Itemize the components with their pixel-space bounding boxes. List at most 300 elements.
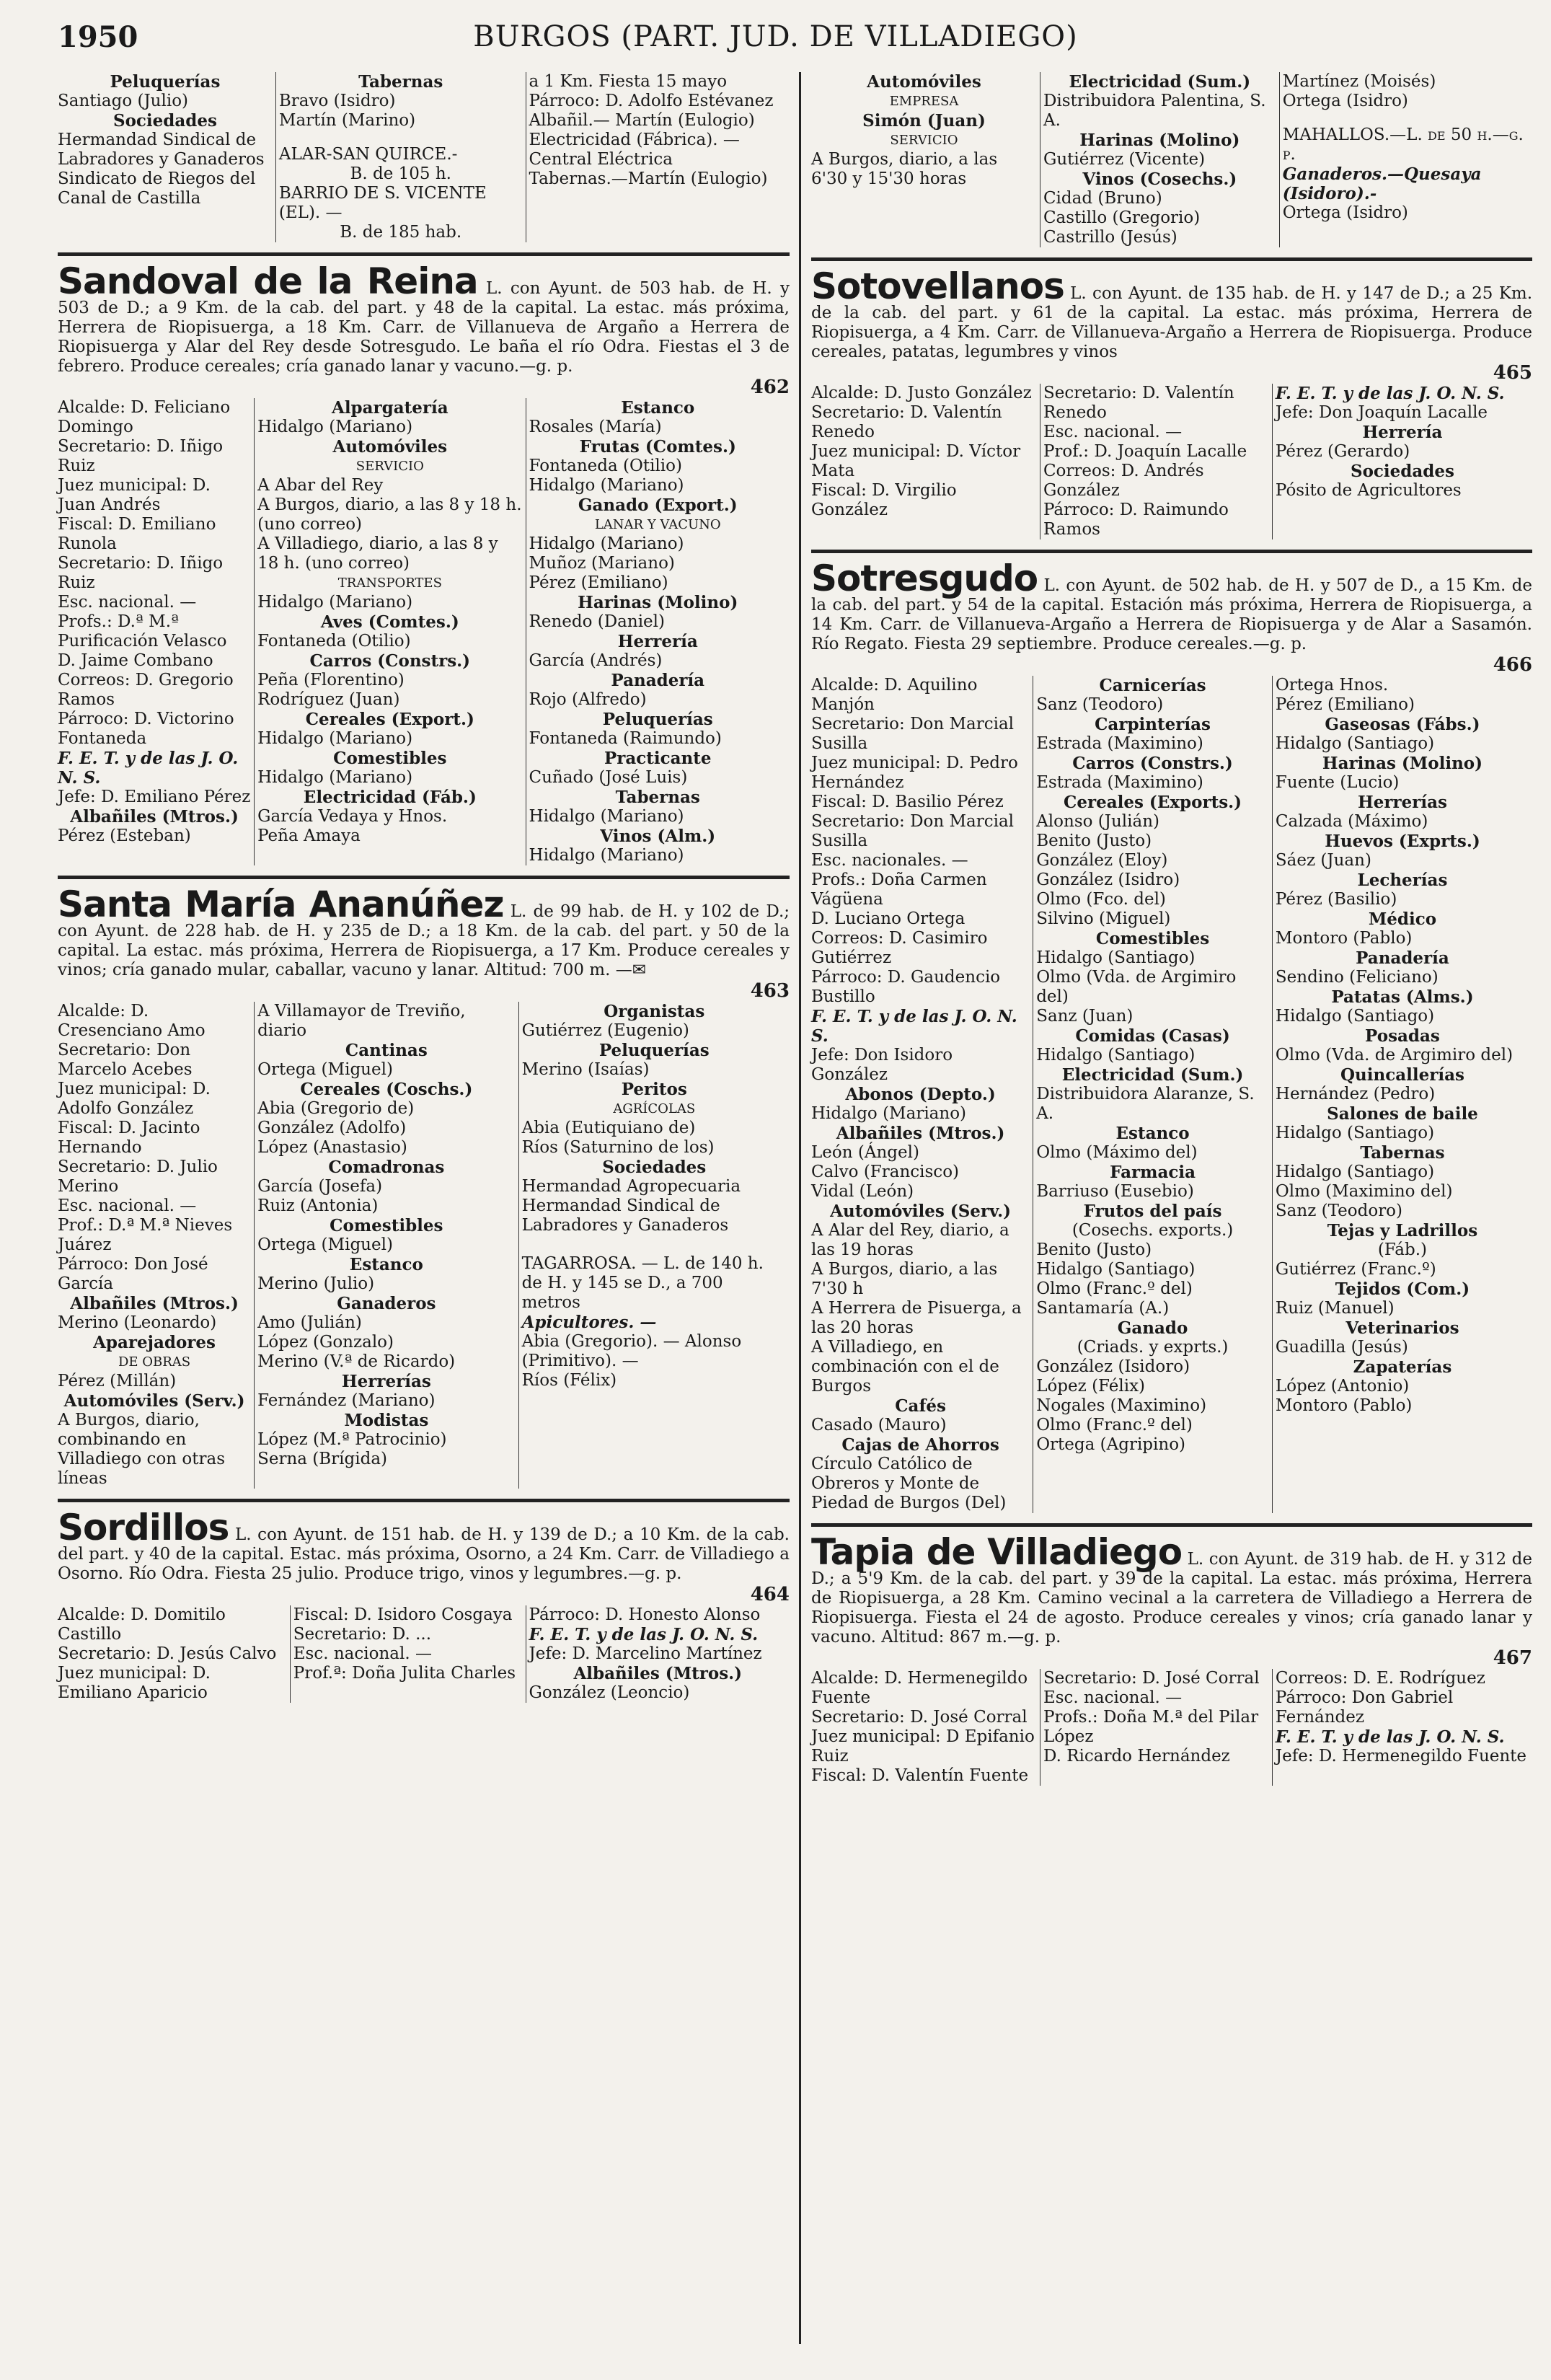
entry-heading: Carpinterías xyxy=(1095,715,1211,734)
listing-col-1 xyxy=(58,398,254,865)
entry-heading: Panadería xyxy=(611,671,705,690)
entry-number: 465 xyxy=(1493,362,1532,384)
entry-number: 467 xyxy=(1493,1647,1532,1669)
entry-line: Fiscal: D. Basilio Pérez xyxy=(811,793,1004,811)
entry-line: Fiscal: D. Emiliano Runola xyxy=(58,515,216,553)
entry-line: Castillo (Gregorio) xyxy=(1043,208,1201,227)
entry-line: A Villadiego, diario, a las 8 y 18 h. (uno correo) xyxy=(257,534,498,573)
entry-line: Hidalgo (Mariano) xyxy=(529,807,684,826)
entry-line: Calvo (Francisco) xyxy=(811,1163,960,1181)
entry-line: Pérez (Emiliano) xyxy=(529,573,668,592)
entry-line: Hidalgo (Mariano) xyxy=(257,768,413,787)
entry-line: Fernández (Mariano) xyxy=(257,1391,436,1410)
entry-heading: Ganado xyxy=(1117,1318,1188,1338)
town-description: L. con Ayunt. de 503 hab. de H. y 503 de D.; a 9 Km. de la cab. del part. y 48 de la capital. La estac. más próxima, Herrera de Riopisuerga, a 18 Km. Carr. de Villanueva de Argaño a Herrera de Riopisuerga y Alar del Rey desde Sotresgudo. Le baña el río Odra. Fiestas el 3 de febrero. Produce cereales; cría ganado lanar y vacuno.—g. p. xyxy=(58,279,790,376)
entry-heading: Ganaderos xyxy=(337,1294,436,1313)
town-listing xyxy=(58,1002,790,1489)
town-entry-tapia xyxy=(811,1531,1533,1786)
entry-line: TRANSPORTES xyxy=(337,576,442,591)
entry-line: Pérez (Esteban) xyxy=(58,827,191,845)
entry-heading: Albañiles (Mtros.) xyxy=(836,1124,1005,1143)
entry-line: Pérez (Basilio) xyxy=(1275,890,1397,909)
entry-line: Abia (Gregorio de) xyxy=(257,1099,415,1118)
page-year: 1950 xyxy=(58,20,138,54)
entry-line: Benito (Justo) xyxy=(1036,1240,1152,1259)
entry-line: Prof.: D. Joaquín Lacalle xyxy=(1043,442,1247,461)
town-listing xyxy=(811,384,1532,539)
entry-line: Ruiz (Antonia) xyxy=(257,1196,379,1215)
entry-line: Ortega Hnos. xyxy=(1275,676,1389,695)
entry-line: Hidalgo (Mariano) xyxy=(257,593,413,612)
entry-line: Benito (Justo) xyxy=(1036,832,1152,850)
entry-line: Párroco: D. Gaudencio Bustillo xyxy=(811,968,1001,1006)
town-entry-sotresgudo xyxy=(811,557,1533,1513)
entry-line: Secretario: D. Julio Merino xyxy=(58,1158,218,1196)
listing-col-3 xyxy=(1272,1669,1532,1786)
entry-heading: Ganado (Export.) xyxy=(578,495,738,515)
entry-line: Secretario: D. Jesús Calvo xyxy=(58,1644,277,1663)
entry-line: Jefe: Don Isidoro González xyxy=(811,1046,953,1084)
entry-line: Párroco: Don Gabriel Fernández xyxy=(1275,1688,1454,1727)
entry-line: Secretario: Don Marcial Susilla xyxy=(811,715,1015,753)
entry-line: Tabernas.—Martín (Eulogio) xyxy=(529,169,768,188)
entry-line: F. E. T. y de las J. O. N. S. xyxy=(58,749,239,788)
entry-line: ALAR-SAN QUIRCE.- xyxy=(278,145,458,164)
listing-col-1 xyxy=(811,1669,1040,1786)
entry-heading: Tabernas xyxy=(615,788,700,807)
entry-line: Fiscal: D. Virgilio González xyxy=(811,481,957,519)
entry-line: Sanz (Teodoro) xyxy=(1036,695,1164,714)
entry-heading: Aparejadores xyxy=(93,1333,216,1352)
entry-heading: Salones de baile xyxy=(1327,1104,1478,1124)
entry-heading: Herrerías xyxy=(1357,793,1447,812)
entry-number: 466 xyxy=(1493,654,1532,676)
entry-line: Ganaderos.—Quesaya (Isidoro).- xyxy=(1282,164,1482,203)
town-listing xyxy=(811,676,1532,1513)
entry-line: A Burgos, diario, combinando en Villadiego con otras líneas xyxy=(58,1411,226,1488)
entry-line: Apicultores. — xyxy=(521,1313,657,1332)
entry-line: LANAR Y VACUNO xyxy=(594,517,721,532)
entry-line: Pérez (Emiliano) xyxy=(1275,695,1415,714)
entry-line: (Fáb.) xyxy=(1377,1240,1427,1259)
entry-line: Sindicato de Riegos del Canal de Castilla xyxy=(58,169,256,208)
entry-line: Correos: D. Casimiro Gutiérrez xyxy=(811,929,988,967)
entry-line: Distribuidora Alaranze, S. A. xyxy=(1036,1085,1255,1123)
entry-line: Profs.: Doña Carmen Vágüena xyxy=(811,871,987,909)
top-right-continuation xyxy=(811,72,1532,247)
entry-line: a 1 Km. Fiesta 15 mayo xyxy=(529,72,728,91)
entry-line: Hermandad Sindical de Labradores y Ganaderos xyxy=(58,131,265,169)
entry-line: Merino (V.ª de Ricardo) xyxy=(257,1352,456,1371)
entry-heading: Automóviles xyxy=(332,437,448,457)
entry-line: Correos: D. E. Rodríguez xyxy=(1275,1669,1485,1688)
entry-heading: Peritos xyxy=(621,1080,687,1099)
entry-heading: Harinas (Molino) xyxy=(578,593,738,612)
entry-line: Olmo (Máximo del) xyxy=(1036,1143,1198,1162)
listing-col-2 xyxy=(290,1605,526,1703)
column-divider xyxy=(799,72,801,2344)
entry-heading: Peluquerías xyxy=(602,710,713,729)
entry-line: SERVICIO xyxy=(355,459,424,474)
town-name: Sandoval de la Reina xyxy=(58,260,478,302)
entry-line: Distribuidora Palentina, S. A. xyxy=(1043,92,1266,130)
section-rule xyxy=(811,1523,1532,1527)
entry-line: Esc. nacionales. — xyxy=(811,851,968,870)
entry-line: Alcalde: D. Aquilino Manjón xyxy=(811,676,978,714)
entry-line: Martín (Marino) xyxy=(278,111,416,130)
entry-line: Fiscal: D. Isidoro Cosgaya xyxy=(293,1605,513,1624)
entry-heading: Huevos (Exprts.) xyxy=(1325,832,1480,851)
entry-line: A Burgos, diario, a las 6'30 y 15'30 horas xyxy=(811,150,998,188)
entry-heading: Abonos (Depto.) xyxy=(845,1085,996,1104)
entry-line: Juez municipal: D. Pedro Hernández xyxy=(811,754,1018,792)
town-name: Sotresgudo xyxy=(811,557,1038,599)
entry-line: Alcalde: D. Domitilo Castillo xyxy=(58,1605,226,1644)
entry-line: F. E. T. y de las J. O. N. S. xyxy=(1275,1727,1505,1747)
entry-heading: Quincallerías xyxy=(1340,1065,1464,1085)
entry-line: Hermandad Agropecuaria xyxy=(521,1177,741,1196)
entry-line: Correos: D. Gregorio Ramos xyxy=(58,671,234,709)
entry-line: López (Gonzalo) xyxy=(257,1333,394,1352)
entry-line: Ortega (Isidro) xyxy=(1282,203,1408,222)
entry-heading: Comestibles xyxy=(1095,929,1210,948)
entry-line: Prof.: D.ª M.ª Nieves Juárez xyxy=(58,1216,233,1254)
entry-line: García (Josefa) xyxy=(257,1177,383,1196)
entry-heading: Cereales (Exports.) xyxy=(1064,793,1242,812)
entry-line: Párroco: D. Raimundo Ramos xyxy=(1043,501,1229,539)
entry-line: Esc. nacional. — xyxy=(1043,1688,1183,1707)
entry-line: Hidalgo (Santiago) xyxy=(1275,1124,1435,1142)
entry-line: F. E. T. y de las J. O. N. S. xyxy=(1275,384,1505,403)
entry-line: Castrillo (Jesús) xyxy=(1043,228,1177,247)
entry-heading: Zapaterías xyxy=(1353,1357,1452,1377)
entry-line: Bravo (Isidro) xyxy=(278,92,396,110)
listing-col-2 xyxy=(1040,1669,1272,1786)
entry-line: Alcalde: D. Cresenciano Amo xyxy=(58,1002,206,1040)
entry-line: Hidalgo (Santiago) xyxy=(1036,1046,1196,1065)
entry-line: Albañil.— Martín (Eulogio) xyxy=(529,111,755,130)
entry-heading: Farmacia xyxy=(1110,1163,1196,1182)
entry-line: Hidalgo (Mariano) xyxy=(811,1104,967,1123)
listing-col-2 xyxy=(1033,676,1272,1513)
page-running-title: BURGOS (PART. JUD. DE VILLADIEGO) xyxy=(473,20,1078,53)
entry-heading: Cereales (Coschs.) xyxy=(300,1080,473,1099)
entry-heading: Veterinarios xyxy=(1345,1318,1459,1338)
listing-col-2 xyxy=(254,398,525,865)
entry-heading: Harinas (Molino) xyxy=(1079,131,1240,150)
entry-line: EMPRESA xyxy=(889,94,959,109)
entry-line: A Herrera de Pisuerga, a las 20 horas xyxy=(811,1299,1022,1337)
entry-heading: Herrería xyxy=(617,632,698,651)
top-left-col-3 xyxy=(526,72,790,242)
entry-line: Electricidad (Fábrica). — Central Eléctrica xyxy=(529,131,740,169)
entry-line: Montoro (Pablo) xyxy=(1275,1396,1413,1415)
town-description: L. de 99 hab. de H. y 102 de D.; con Ayunt. de 228 hab. de H. y 235 de D.; a 18 Km. de la cab. del part. y 50 de la capital. La estac. más próxima, Herrera de Riopisuerga, a 17 Km. Produce cereales y vinos; cría ganado mular, caballar, vacuno y lanar. Altitud: 700 m. —✉ xyxy=(58,902,790,979)
entry-line: F. E. T. y de las J. O. N. S. xyxy=(811,1007,1017,1046)
entry-heading: Comidas (Casas) xyxy=(1075,1026,1230,1046)
listing-col-3 xyxy=(1272,384,1532,539)
top-right-col-2 xyxy=(1040,72,1279,247)
entry-heading: Cantinas xyxy=(345,1041,428,1060)
town-intro xyxy=(811,557,1533,654)
entry-line: Santiago (Julio) xyxy=(58,92,189,110)
entry-line: Santamaría (A.) xyxy=(1036,1299,1170,1318)
entry-line: González (Isidro) xyxy=(1036,871,1180,889)
entry-line: SERVICIO xyxy=(890,133,958,148)
entry-heading: Tejas y Ladrillos xyxy=(1327,1221,1478,1240)
entry-heading: Cajas de Ahorros xyxy=(841,1435,999,1455)
entry-heading: Herrerías xyxy=(341,1372,431,1391)
entry-number: 464 xyxy=(750,1584,790,1605)
entry-heading: Peluquerías xyxy=(598,1041,710,1060)
entry-line: A Burgos, diario, a las 8 y 18 h. (uno correo) xyxy=(257,495,522,534)
town-entry-sordillos xyxy=(58,1507,790,1703)
entry-line: Pérez (Millán) xyxy=(58,1372,177,1390)
town-entry-santa-maria xyxy=(58,883,790,1489)
right-column xyxy=(811,72,1532,1786)
entry-line: B. de 105 h. xyxy=(350,164,451,183)
entry-heading: Automóviles xyxy=(867,72,981,92)
entry-line: Merino (Julio) xyxy=(257,1274,375,1293)
entry-line: A Villadiego, en combinación con el de Burgos xyxy=(811,1338,999,1396)
entry-line: Círculo Católico de Obreros y Monte de Piedad de Burgos (Del) xyxy=(811,1455,1007,1512)
listing-col-3 xyxy=(518,1002,790,1489)
entry-heading: Comestibles xyxy=(333,749,447,768)
entry-line: González (Eloy) xyxy=(1036,851,1168,870)
entry-heading: Tejidos (Com.) xyxy=(1335,1279,1470,1299)
entry-heading: Cereales (Export.) xyxy=(305,710,474,729)
entry-heading: Automóviles (Serv.) xyxy=(63,1391,245,1411)
section-rule xyxy=(811,550,1532,553)
town-listing xyxy=(811,1669,1532,1786)
entry-line: Ríos (Félix) xyxy=(521,1371,617,1390)
entry-line: Guadilla (Jesús) xyxy=(1275,1338,1408,1357)
entry-line: Juez municipal: D Epifanio Ruiz xyxy=(811,1727,1035,1766)
entry-heading: Panadería xyxy=(1356,948,1449,968)
entry-line: D. Luciano Ortega xyxy=(811,909,965,928)
entry-heading: Albañiles (Mtros.) xyxy=(573,1664,743,1683)
entry-line: Juez municipal: D. Adolfo González xyxy=(58,1080,211,1118)
entry-line: Abia (Gregorio). — Alonso (Primitivo). — xyxy=(521,1332,742,1370)
entry-heading: Practicante xyxy=(604,749,712,768)
entry-line: Esc. nacional. — xyxy=(1043,423,1183,441)
entry-line: Fontaneda (Otilio) xyxy=(529,457,682,475)
top-left-col-1 xyxy=(58,72,275,242)
town-name: Sordillos xyxy=(58,1507,229,1548)
entry-heading: Automóviles (Serv.) xyxy=(830,1202,1011,1221)
entry-line: Martínez (Moisés) xyxy=(1282,72,1436,91)
entry-line: Gutiérrez (Eugenio) xyxy=(521,1021,689,1040)
entry-line: Hidalgo (Mariano) xyxy=(529,846,684,865)
entry-line: A Abar del Rey xyxy=(257,476,384,495)
entry-line: Hidalgo (Santiago) xyxy=(1275,1163,1435,1181)
entry-heading: Sociedades xyxy=(602,1158,707,1177)
entry-line: B. de 185 hab. xyxy=(340,223,462,242)
town-listing xyxy=(58,398,790,865)
entry-heading: Electricidad (Fáb.) xyxy=(303,788,477,807)
entry-line: Alcalde: D. Justo González xyxy=(811,384,1032,402)
entry-line: Fontaneda (Otilio) xyxy=(257,632,411,651)
entry-number: 463 xyxy=(750,980,790,1002)
entry-line: Gutiérrez (Franc.º) xyxy=(1275,1260,1436,1279)
entry-line: Secretario: D. Valentín Renedo xyxy=(811,403,1002,441)
entry-line: Muñoz (Mariano) xyxy=(529,554,675,573)
entry-heading: Sociedades xyxy=(1350,462,1454,481)
entry-line: Montoro (Pablo) xyxy=(1275,929,1413,948)
entry-line: Olmo (Vda. de Argimiro del) xyxy=(1275,1046,1514,1065)
section-rule xyxy=(58,876,790,879)
entry-line: Rodríguez (Juan) xyxy=(257,690,400,709)
entry-heading: Simón (Juan) xyxy=(862,111,986,131)
page-header xyxy=(58,20,1493,63)
entry-line: González (Leoncio) xyxy=(529,1683,690,1702)
entry-heading: Estanco xyxy=(1115,1124,1190,1143)
entry-line: Hidalgo (Santiago) xyxy=(1036,948,1196,967)
entry-line: López (Félix) xyxy=(1036,1377,1146,1396)
entry-line: Estrada (Maximino) xyxy=(1036,773,1203,792)
entry-line: Ortega (Agripino) xyxy=(1036,1435,1186,1454)
entry-line: Hidalgo (Santiago) xyxy=(1275,734,1435,753)
entry-heading: Peluquerías xyxy=(110,72,221,92)
entry-line: D. Jaime Combano xyxy=(58,651,213,670)
town-description: L. con Ayunt. de 502 hab. de H. y 507 de D., a 15 Km. de la cab. del part. y 54 de la capital. Estación más próxima, Herrera de Riopisuerga, a 14 Km. Carr. de Villanueva-Argaño a Herrera de Riopisuerga y de Alar a Sasamón. Río Regato. Fiesta 29 septiembre. Produce cereales.—g. p. xyxy=(811,576,1533,653)
entry-line: Profs.: D.ª M.ª Purificación Velasco xyxy=(58,612,227,651)
listing-col-3 xyxy=(526,398,790,865)
entry-heading: Gaseosas (Fábs.) xyxy=(1325,715,1480,734)
entry-line: Párroco: D. Honesto Alonso xyxy=(529,1605,761,1624)
entry-line: Esc. nacional. — xyxy=(58,1196,197,1215)
listing-col-2 xyxy=(1040,384,1272,539)
entry-line: Ríos (Saturnino de los) xyxy=(521,1138,715,1157)
entry-heading: Lecherías xyxy=(1357,871,1448,890)
entry-line: Párroco: D. Victorino Fontaneda xyxy=(58,710,234,748)
entry-line: Hidalgo (Mariano) xyxy=(529,534,684,553)
entry-line: A Alar del Rey, diario, a las 19 horas xyxy=(811,1221,1009,1259)
entry-line: Rosales (María) xyxy=(529,418,662,436)
entry-line: Juez municipal: D. Juan Andrés xyxy=(58,476,211,514)
entry-line: Olmo (Franc.º del) xyxy=(1036,1416,1193,1434)
entry-heading: Vinos (Cosechs.) xyxy=(1082,169,1237,189)
entry-line: (Criads. y exprts.) xyxy=(1077,1338,1229,1357)
entry-heading: Comadronas xyxy=(328,1158,445,1177)
entry-line: Pérez (Gerardo) xyxy=(1275,442,1410,461)
entry-line: Sendino (Feliciano) xyxy=(1275,968,1439,987)
top-right-col-3 xyxy=(1279,72,1532,247)
town-description: L. con Ayunt. de 151 hab. de H. y 139 de D.; a 10 Km. de la cab. del part. y 40 de la capital. Estac. más próxima, Osorno, a 24 Km. Carr. de Villadiego a Osorno. Río Odra. Fiesta 25 julio. Produce trigo, vinos y legumbres.—g. p. xyxy=(58,1525,790,1583)
entry-heading: Posadas xyxy=(1365,1026,1440,1046)
entry-line: D. Ricardo Hernández xyxy=(1043,1747,1230,1766)
entry-line: Olmo (Fco. del) xyxy=(1036,890,1166,909)
town-intro xyxy=(58,260,790,376)
entry-heading: Patatas (Alms.) xyxy=(1331,987,1474,1007)
entry-line: Secretario: D. José Corral xyxy=(1043,1669,1260,1688)
entry-line: López (Antonio) xyxy=(1275,1377,1410,1396)
entry-line: Esc. nacional. — xyxy=(58,593,197,612)
entry-heading: Alpargatería xyxy=(331,398,448,418)
entry-line: Párroco: Don José García xyxy=(58,1255,208,1293)
entry-line: Rojo (Alfredo) xyxy=(529,690,647,709)
entry-line: Ortega (Miguel) xyxy=(257,1235,393,1254)
entry-line: García (Andrés) xyxy=(529,651,663,670)
top-right-col-1 xyxy=(811,72,1040,247)
town-name: Santa María Ananúñez xyxy=(58,883,504,925)
entry-line: Esc. nacional. — xyxy=(293,1644,432,1663)
entry-line: Vidal (León) xyxy=(811,1182,914,1201)
section-rule xyxy=(811,257,1532,261)
town-name: Sotovellanos xyxy=(811,265,1064,307)
town-description: L. con Ayunt. de 135 hab. de H. y 147 de D.; a 25 Km. de la cab. del part. y 61 de la capital. La estac. más próxima, Herrera de Riopisuerga, a 4 Km. Carr. de Villanueva-Argaño a Herrera de Riopisuerga. Produce cereales, patatas, legumbres y vinos xyxy=(811,284,1533,361)
listing-col-1 xyxy=(811,676,1033,1513)
entry-line: Alonso (Julián) xyxy=(1036,812,1159,831)
entry-line: Cidad (Bruno) xyxy=(1043,189,1162,208)
entry-line: Amo (Julián) xyxy=(257,1313,362,1332)
entry-heading: Modistas xyxy=(344,1411,429,1430)
listing-col-1 xyxy=(811,384,1040,539)
entry-line: Alcalde: D. Feliciano Domingo xyxy=(58,398,231,436)
entry-line: Fiscal: D. Valentín Fuente xyxy=(811,1766,1029,1785)
entry-line: Casado (Mauro) xyxy=(811,1416,947,1434)
town-intro xyxy=(58,883,790,980)
entry-heading: Carnicerías xyxy=(1099,676,1206,695)
entry-line: A Villamayor de Treviño, diario xyxy=(257,1002,466,1040)
entry-line: Jefe: Don Joaquín Lacalle xyxy=(1275,403,1488,422)
entry-heading: Estanco xyxy=(349,1255,423,1274)
entry-line: Ortega (Isidro) xyxy=(1282,92,1408,110)
town-entry-sandoval xyxy=(58,260,790,865)
town-name: Tapia de Villadiego xyxy=(811,1531,1183,1573)
entry-line: López (Anastasio) xyxy=(257,1138,407,1157)
entry-line: Correos: D. Andrés González xyxy=(1043,462,1204,500)
entry-heading: Electricidad (Sum.) xyxy=(1061,1065,1244,1085)
top-left-col-2 xyxy=(275,72,526,242)
entry-line: Estrada (Maximino) xyxy=(1036,734,1203,753)
entry-line: Olmo (Vda. de Argimiro del) xyxy=(1036,968,1237,1006)
entry-line: DE OBRAS xyxy=(118,1354,191,1370)
entry-line: Hidalgo (Mariano) xyxy=(529,476,684,495)
entry-heading: Carros (Constrs.) xyxy=(309,651,471,671)
entry-heading: Electricidad (Sum.) xyxy=(1069,72,1251,92)
town-description: L. con Ayunt. de 319 hab. de H. y 312 de D.; a 5'9 Km. de la cab. del part. y 39 de la capital. La estac. más próxima, Herrera de Riopisuerga, a 28 Km. Camino vecinal a la carretera de Villadiego a Herrera de Riopisuerga. Fiesta el 24 de agosto. Produce cereales y vinos; cría ganado lanar y vacuno. Altitud: 867 m.—g. p. xyxy=(811,1550,1533,1647)
entry-heading: Harinas (Molino) xyxy=(1322,754,1483,773)
town-intro xyxy=(811,1531,1533,1647)
entry-heading: Cafés xyxy=(895,1396,946,1416)
entry-line: Secretario: D. Valentín Renedo xyxy=(1043,384,1234,422)
entry-line: (Cosechs. exports.) xyxy=(1071,1221,1234,1240)
entry-line: Juez municipal: D. Víctor Mata xyxy=(811,442,1021,480)
entry-heading: Albañiles (Mtros.) xyxy=(70,807,239,827)
entry-line: Peña (Florentino) xyxy=(257,671,405,689)
entry-heading: Carros (Constrs.) xyxy=(1072,754,1233,773)
entry-line: Serna (Brígida) xyxy=(257,1450,388,1468)
town-listing xyxy=(58,1605,790,1703)
entry-heading: Tabernas xyxy=(1360,1143,1445,1163)
entry-line: Hernández (Pedro) xyxy=(1275,1085,1436,1103)
town-intro xyxy=(58,1507,790,1584)
entry-line: Juez municipal: D. Emiliano Aparicio xyxy=(58,1664,211,1702)
entry-heading: Organistas xyxy=(604,1002,705,1021)
listing-col-1 xyxy=(58,1605,290,1703)
entry-line: Renedo (Daniel) xyxy=(529,612,665,631)
entry-line: BARRIO DE S. VICENTE (EL). — xyxy=(278,184,487,222)
entry-line: García Vedaya y Hnos. xyxy=(257,807,448,826)
entry-line: Hidalgo (Santiago) xyxy=(1275,1007,1435,1026)
entry-line: AGRÍCOLAS xyxy=(613,1101,696,1116)
entry-heading: Albañiles (Mtros.) xyxy=(70,1294,239,1313)
entry-heading: Frutas (Comtes.) xyxy=(579,437,736,457)
entry-line: Pósito de Agricultores xyxy=(1275,481,1462,500)
section-rule xyxy=(58,252,790,256)
entry-line: Secretario: D. Iñigo Ruiz xyxy=(58,437,224,475)
